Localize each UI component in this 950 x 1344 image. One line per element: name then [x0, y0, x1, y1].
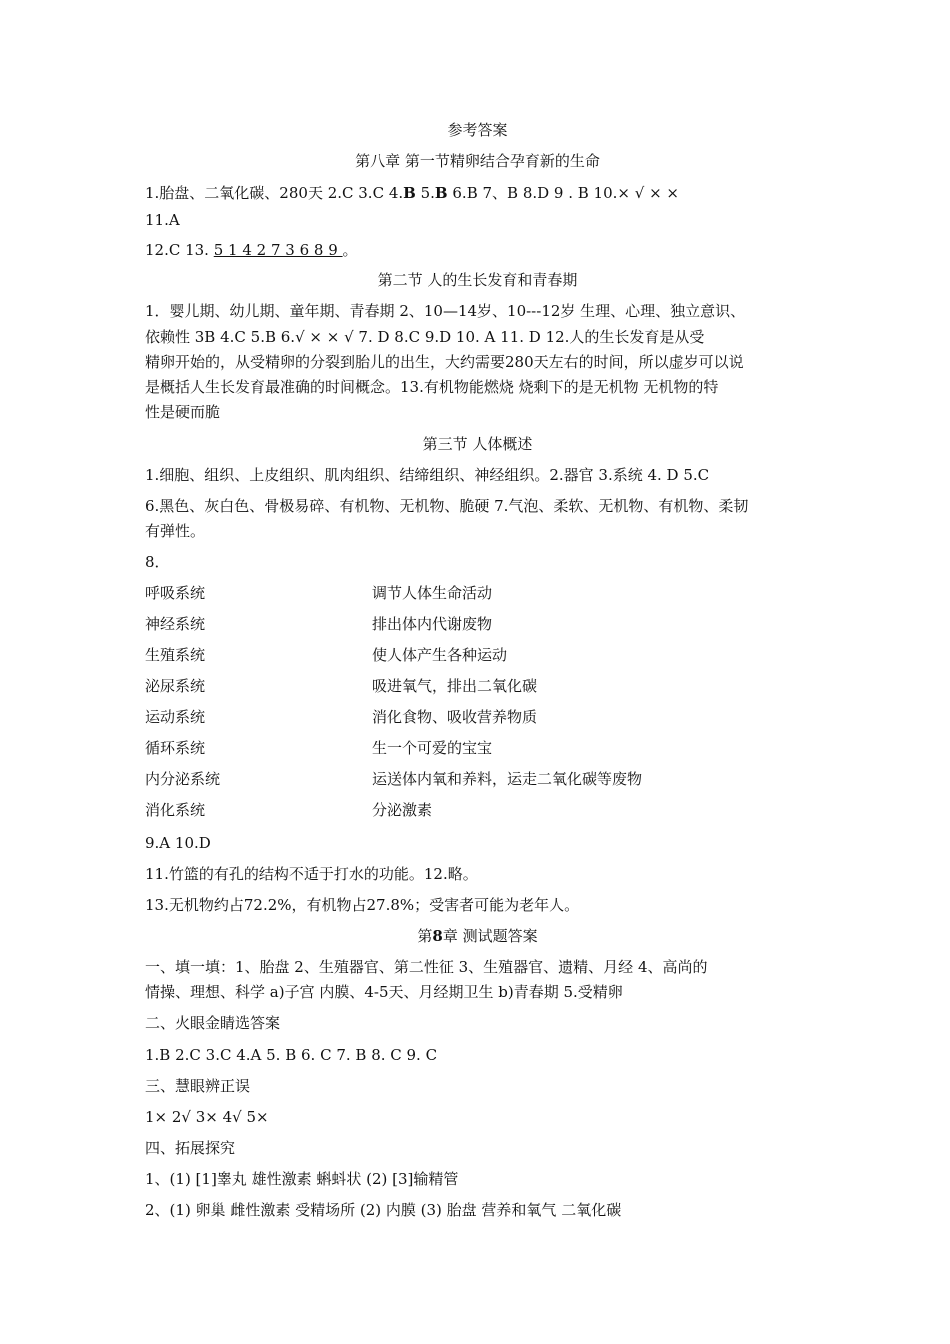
match-right-item: 吸进氧气，排出二氧化碳	[372, 677, 538, 695]
paragraph-line: 1、(1) [1]睾丸 雄性激素 蝌蚪状 (2) [3]输精管	[145, 1170, 459, 1188]
paragraph-line: 8．	[145, 553, 170, 571]
answer-line	[145, 240, 810, 260]
paragraph-line: 情操、理想、科学 a)子宫 内膜、4-5天、月经期卫生 b)青春期 5.受精卵	[145, 983, 623, 1001]
paragraph-line: 1．婴儿期、幼儿期、童年期、青春期 2、10—14岁、10---12岁 生理、心理、独立意识、	[145, 302, 746, 320]
section-heading-3: 第三节 人体概述	[422, 435, 533, 453]
subsection-heading: 二、火眼金睛选答案	[145, 1014, 281, 1032]
match-right-item: 运送体内氧和养料，运走二氧化碳等废物	[372, 770, 643, 788]
paragraph-line: 1.B 2.C 3.C 4.A 5. B 6. C 7. B 8. C 9. C	[145, 1046, 438, 1064]
paragraph-line: 11.竹篮的有孔的结构不适于打水的功能。12.略。	[145, 865, 478, 883]
answer-text: 5.	[415, 184, 435, 202]
paragraph-line: 是概括人生长发育最准确的时间概念。13.有机物能燃烧 烧剩下的是无机物 无机物的特	[145, 378, 719, 396]
match-right-item: 分泌激素	[372, 801, 433, 819]
paragraph-line: 1× 2√ 3× 4√ 5×	[145, 1108, 269, 1126]
paragraph-line: 6.黑色、灰白色、骨极易碎、有机物、无机物、脆硬 7.气泡、柔软、无机物、有机物、柔韧	[145, 497, 749, 515]
match-left-item: 呼吸系统	[145, 584, 206, 602]
heading-bold: 8	[432, 927, 443, 945]
paragraph-line: 性是硬而脆	[145, 403, 221, 421]
heading-text: 章 测试题答案	[442, 927, 538, 945]
match-right-item: 生一个可爱的宝宝	[372, 739, 493, 757]
heading-text: 第	[417, 927, 433, 945]
page-title: 参考答案	[447, 121, 508, 139]
match-left-item: 运动系统	[145, 708, 206, 726]
match-right-item: 排出体内代谢废物	[372, 615, 493, 633]
section-heading-2: 第二节 人的生长发育和青春期	[377, 271, 578, 289]
underlined-answer: 5 1 4 2 7 3 6 8 9	[213, 241, 343, 259]
paragraph-line: 一、填一填：1、胎盘 2、生殖器官、第二性征 3、生殖器官、遗精、月经 4、高尚的	[145, 958, 708, 976]
match-left-item: 消化系统	[145, 801, 206, 819]
answer-text: 12.C 13.	[145, 241, 214, 259]
paragraph-line: 依赖性 3B 4.C 5.B 6.√ × × √ 7. D 8.C 9.D 10. A 11. D 12.人的生长发育是从受	[145, 328, 705, 346]
paragraph-line: 13.无机物约占72.2%，有机物占27.8%；受害者可能为老年人。	[145, 896, 580, 914]
match-right-item: 使人体产生各种运动	[372, 646, 508, 664]
match-left-item: 生殖系统	[145, 646, 206, 664]
paragraph-line: 精卵开始的，从受精卵的分裂到胎儿的出生，大约需要280天左右的时间，所以虚岁可以说	[145, 353, 744, 371]
answer-line: 11.A	[145, 211, 180, 229]
match-left-item: 泌尿系统	[145, 677, 206, 695]
paragraph-line: 1.细胞、组织、上皮组织、肌肉组织、结缔组织、神经组织。2.器官 3.系统 4. D 5.C	[145, 466, 710, 484]
subsection-heading: 三、慧眼辨正误	[145, 1077, 251, 1095]
section-heading-1: 第八章 第一节精卵结合孕育新的生命	[355, 152, 600, 170]
answer-text: 。	[342, 241, 358, 259]
answer-line	[145, 183, 810, 203]
match-left-item: 内分泌系统	[145, 770, 221, 788]
match-right-item: 调节人体生命活动	[372, 584, 493, 602]
match-right-item: 消化食物、吸收营养物质	[372, 708, 538, 726]
paragraph-line: 9.A 10.D	[145, 834, 211, 852]
match-left-item: 循环系统	[145, 739, 206, 757]
test-heading	[145, 926, 810, 946]
subsection-heading: 四、拓展探究	[145, 1139, 236, 1157]
answer-text: 1.胎盘、二氧化碳、280天 2.C 3.C 4.	[145, 184, 404, 202]
answer-bold: B	[434, 184, 448, 202]
paragraph-line: 2、(1) 卵巢 雌性激素 受精场所 (2) 内膜 (3) 胎盘 营养和氧气 二氧化碳	[145, 1201, 622, 1219]
answer-text: 6.B 7、B 8.D 9 . B 10.× √ × ×	[447, 184, 679, 202]
paragraph-line: 有弹性。	[145, 522, 206, 540]
answer-bold: B	[403, 184, 416, 202]
match-left-item: 神经系统	[145, 615, 206, 633]
